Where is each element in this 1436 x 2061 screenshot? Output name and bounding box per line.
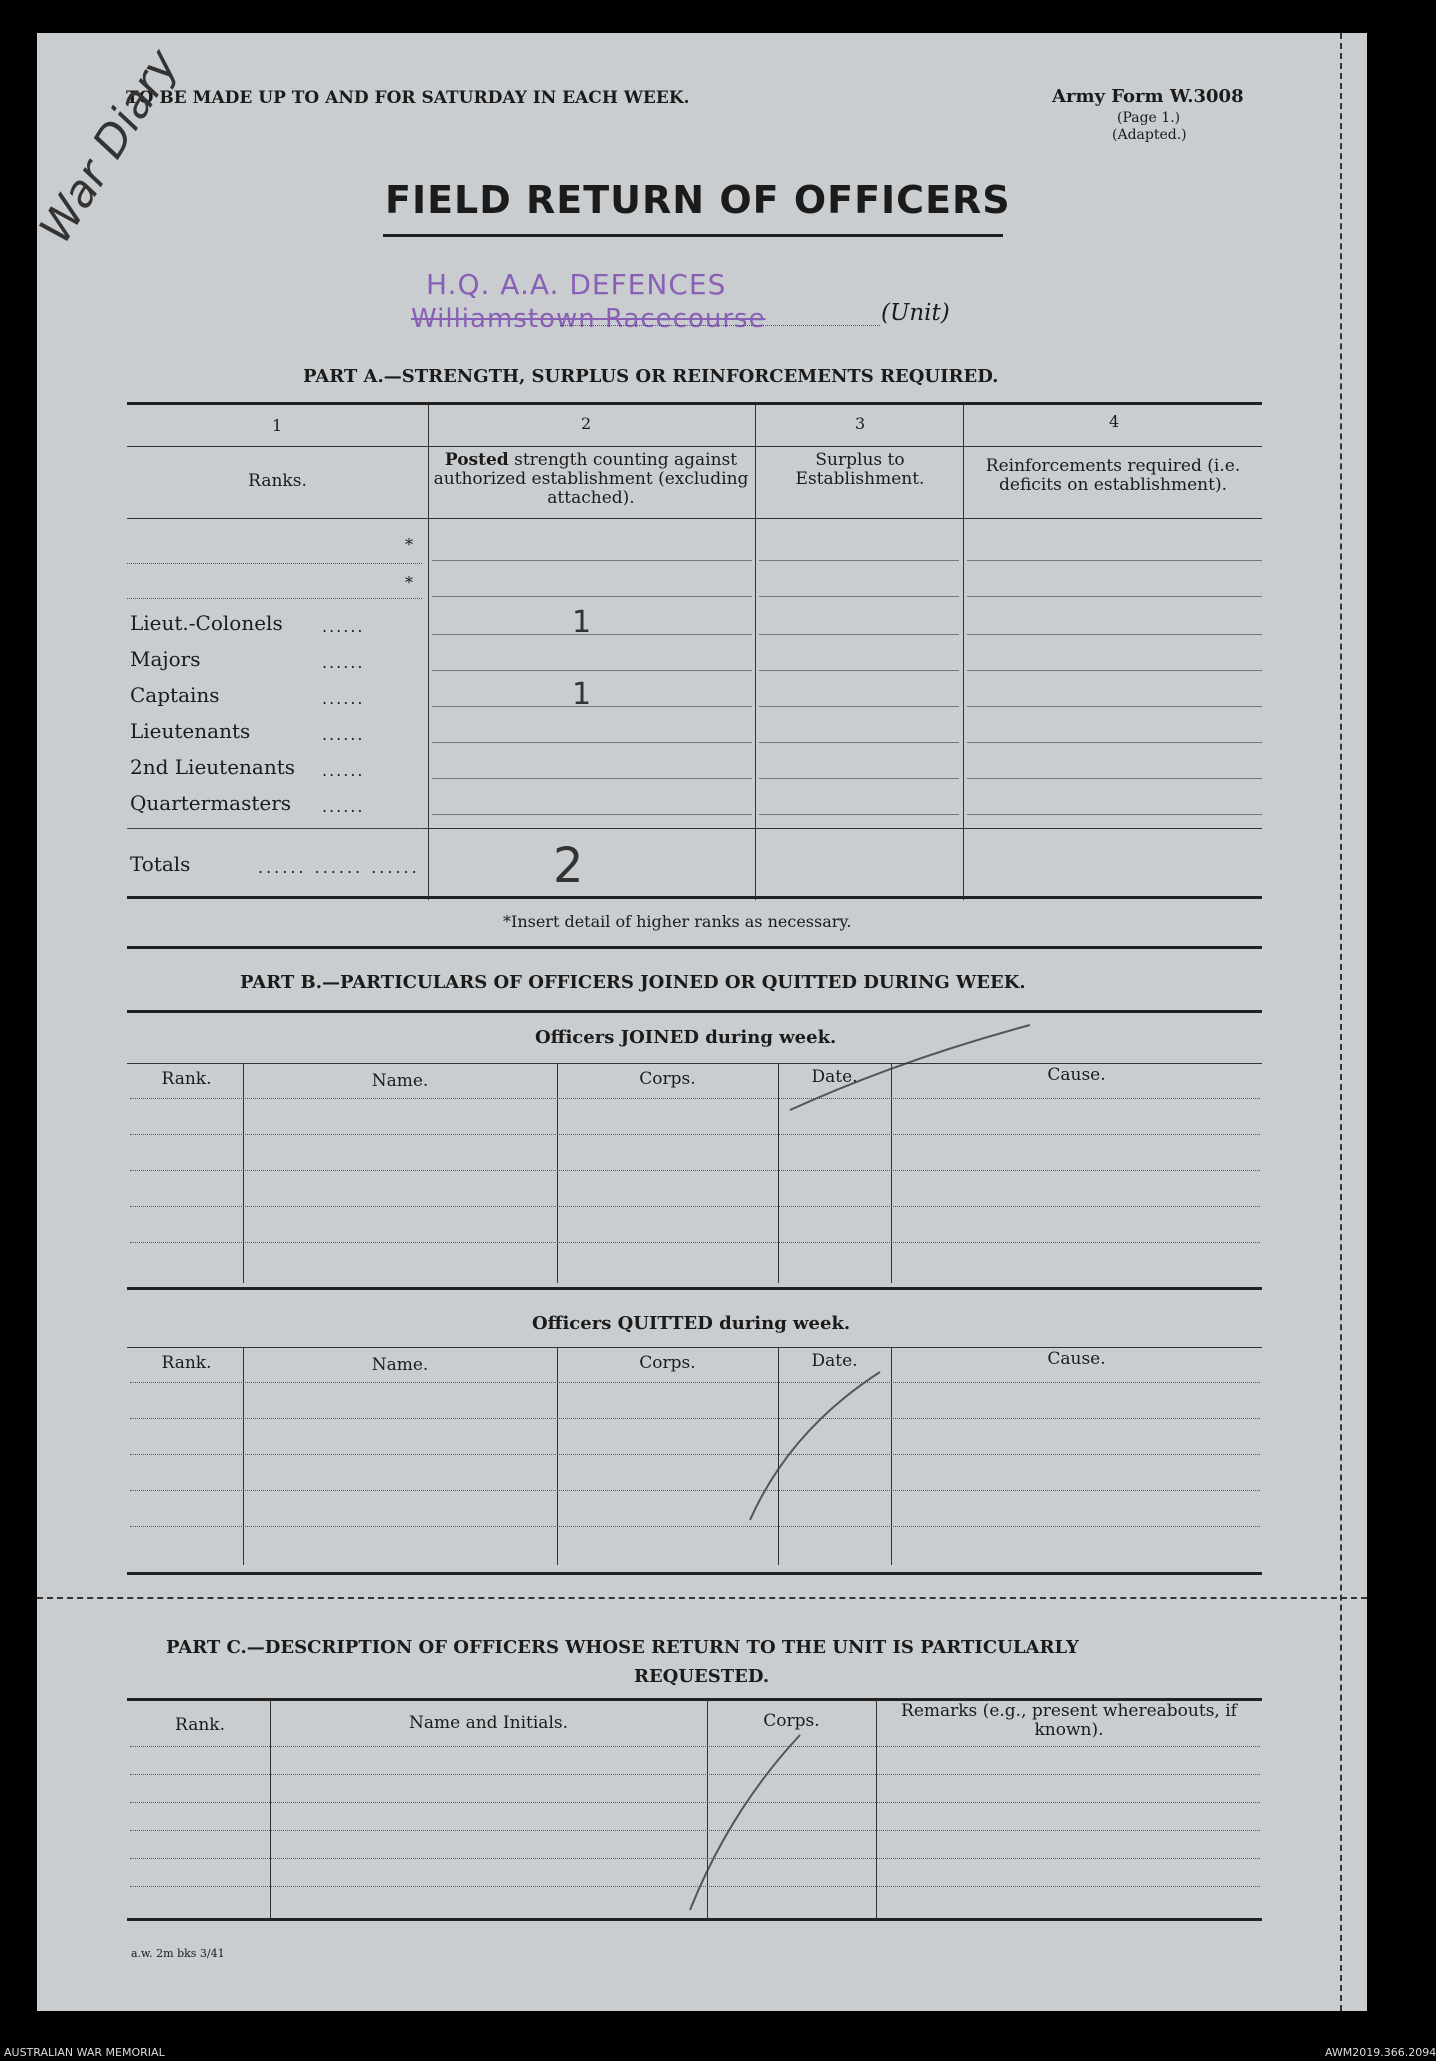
quitted-column-divider <box>557 1347 558 1565</box>
rank-leader-dots: ...... <box>322 617 365 636</box>
part-a-row-rule <box>967 596 1262 597</box>
col-header-posted-text: strength counting against authorized establishment (excluding attached). <box>433 450 749 508</box>
part-a-row-rule <box>967 814 1262 815</box>
totals-label: Totals <box>130 852 191 876</box>
part-a-row-rule <box>759 778 959 779</box>
joined-row-line <box>130 1134 1260 1135</box>
asterisk-row-2: * <box>405 573 413 592</box>
quitted-row-line <box>130 1382 1260 1383</box>
part-a-row-rule <box>967 742 1262 743</box>
rank-label: Captains <box>130 683 220 707</box>
part-a-row-rule <box>432 670 752 671</box>
rank-posted-value: 1 <box>572 677 592 712</box>
page-title: FIELD RETURN OF OFFICERS <box>385 178 1011 222</box>
totals-dots: ...... ...... ...... <box>258 858 420 877</box>
part-c-row-line <box>130 1886 1260 1887</box>
joined-column-divider <box>243 1063 244 1283</box>
quitted-column-divider <box>891 1347 892 1565</box>
part-a-row-rule <box>759 634 959 635</box>
part-c-header-rank: Rank. <box>175 1715 225 1735</box>
part-a-heading: PART A.—STRENGTH, SURPLUS OR REINFORCEMENTS REQUIRED. <box>303 366 999 387</box>
part-a-footnote: *Insert detail of higher ranks as necessary. <box>503 912 852 931</box>
quitted-table-top <box>127 1347 1262 1348</box>
rank-label: Quartermasters <box>130 791 292 815</box>
part-a-row-rule <box>967 778 1262 779</box>
form-page: (Page 1.) <box>1117 110 1181 126</box>
part-c-header-name-initials: Name and Initials. <box>408 1713 569 1733</box>
col-header-surplus: Surplus to Establishment. <box>795 450 925 489</box>
form-instruction: TO BE MADE UP TO AND FOR SATURDAY IN EACH WEEK. <box>126 88 690 108</box>
part-a-row-rule <box>759 706 959 707</box>
quitted-row-line <box>130 1490 1260 1491</box>
part-a-row-rule <box>432 742 752 743</box>
joined-row-line <box>130 1098 1260 1099</box>
part-c-row-line <box>130 1830 1260 1831</box>
col-header-ranks: Ranks. <box>248 471 307 491</box>
rank-leader-dots: ...... <box>322 761 365 780</box>
totals-posted-value: 2 <box>553 838 584 894</box>
part-a-row-rule <box>967 706 1262 707</box>
joined-column-divider <box>891 1063 892 1283</box>
joined-header-name: Name. <box>371 1071 429 1091</box>
joined-header-date: Date. <box>811 1067 858 1087</box>
part-a-row-rule <box>759 560 959 561</box>
handwritten-note: War Diary <box>30 40 189 253</box>
ranks-dotline <box>127 828 422 829</box>
pencil-strike-quitted <box>750 1372 880 1520</box>
joined-row-line <box>130 1170 1260 1171</box>
part-a-row-rule <box>967 634 1262 635</box>
part-c-heading-line1: PART C.—DESCRIPTION OF OFFICERS WHOSE RETURN TO THE UNIT IS PARTICULARLY <box>166 1637 1079 1658</box>
part-a-row-rule <box>432 634 752 635</box>
part-a-row-rule <box>759 596 959 597</box>
part-a-row-rule <box>759 742 959 743</box>
form-number: Army Form W.3008 <box>1052 86 1244 107</box>
part-c-row-line <box>130 1802 1260 1803</box>
quitted-column-divider <box>778 1347 779 1565</box>
rank-label: 2nd Lieutenants <box>130 755 296 779</box>
col-number-1: 1 <box>272 416 283 435</box>
joined-row-line <box>130 1242 1260 1243</box>
joined-column-divider <box>557 1063 558 1283</box>
part-a-row-rule <box>759 670 959 671</box>
part-a-row-rule <box>967 670 1262 671</box>
rank-label: Lieutenants <box>130 719 251 743</box>
part-a-row-rule <box>967 560 1262 561</box>
quitted-header-name: Name. <box>371 1355 429 1375</box>
rank-leader-dots: ...... <box>322 653 365 672</box>
quitted-header-corps: Corps. <box>639 1353 696 1373</box>
joined-title: Officers JOINED during week. <box>535 1027 837 1048</box>
col-header-reinforcements: Reinforcements required (i.e. deficits on establishment). <box>985 456 1241 495</box>
quitted-title: Officers QUITTED during week. <box>532 1313 851 1334</box>
quitted-header-date: Date. <box>811 1351 858 1371</box>
quitted-row-line <box>130 1418 1260 1419</box>
quitted-row-line <box>130 1454 1260 1455</box>
col-header-posted-bold: Posted <box>444 450 509 470</box>
footer-left: AUSTRALIAN WAR MEMORIAL <box>4 2046 165 2059</box>
joined-row-line <box>130 1206 1260 1207</box>
quitted-row-line <box>130 1526 1260 1527</box>
form-adapted: (Adapted.) <box>1112 127 1187 143</box>
footer-right: AWM2019.366.2094 <box>1325 2046 1436 2059</box>
joined-header-cause: Cause. <box>1047 1065 1106 1085</box>
rank-label: Lieut.-Colonels <box>130 611 283 635</box>
part-a-row-rule <box>432 778 752 779</box>
col-number-4: 4 <box>1109 412 1120 431</box>
joined-column-divider <box>778 1063 779 1283</box>
printer-code: a.w. 2m bks 3/41 <box>131 1947 225 1960</box>
part-b-heading: PART B.—PARTICULARS OF OFFICERS JOINED OR QUITTED DURING WEEK. <box>240 972 1026 993</box>
part-a-row-rule <box>432 560 752 561</box>
part-a-row-rule <box>432 814 752 815</box>
unit-stamp-line2: Williamstown Racecourse <box>411 304 766 334</box>
joined-table-top <box>127 1063 1262 1064</box>
part-a-row-rule <box>432 596 752 597</box>
part-c-row-line <box>130 1746 1260 1747</box>
unit-stamp-line1: H.Q. A.A. DEFENCES <box>426 268 727 301</box>
part-c-header-remarks: Remarks (e.g., present whereabouts, if known). <box>901 1701 1237 1740</box>
quitted-header-cause: Cause. <box>1047 1349 1106 1369</box>
part-a-row-rule <box>432 706 752 707</box>
part-c-row-line <box>130 1858 1260 1859</box>
rank-leader-dots: ...... <box>322 797 365 816</box>
part-c-row-line <box>130 1774 1260 1775</box>
part-c-heading-line2: REQUESTED. <box>634 1666 770 1687</box>
rank-label: Majors <box>130 647 201 671</box>
col-number-2: 2 <box>581 414 592 433</box>
quitted-column-divider <box>243 1347 244 1565</box>
rank-posted-value: 1 <box>572 605 592 640</box>
rank-leader-dots: ...... <box>322 689 365 708</box>
unit-label: (Unit) <box>881 300 950 326</box>
joined-header-rank: Rank. <box>161 1069 212 1089</box>
part-a-row-rule <box>759 814 959 815</box>
asterisk-row-1: * <box>405 535 413 554</box>
part-c-header-corps: Corps. <box>763 1711 820 1731</box>
col-number-3: 3 <box>855 414 866 433</box>
joined-header-corps: Corps. <box>639 1069 696 1089</box>
quitted-header-rank: Rank. <box>161 1353 212 1373</box>
rank-leader-dots: ...... <box>322 725 365 744</box>
